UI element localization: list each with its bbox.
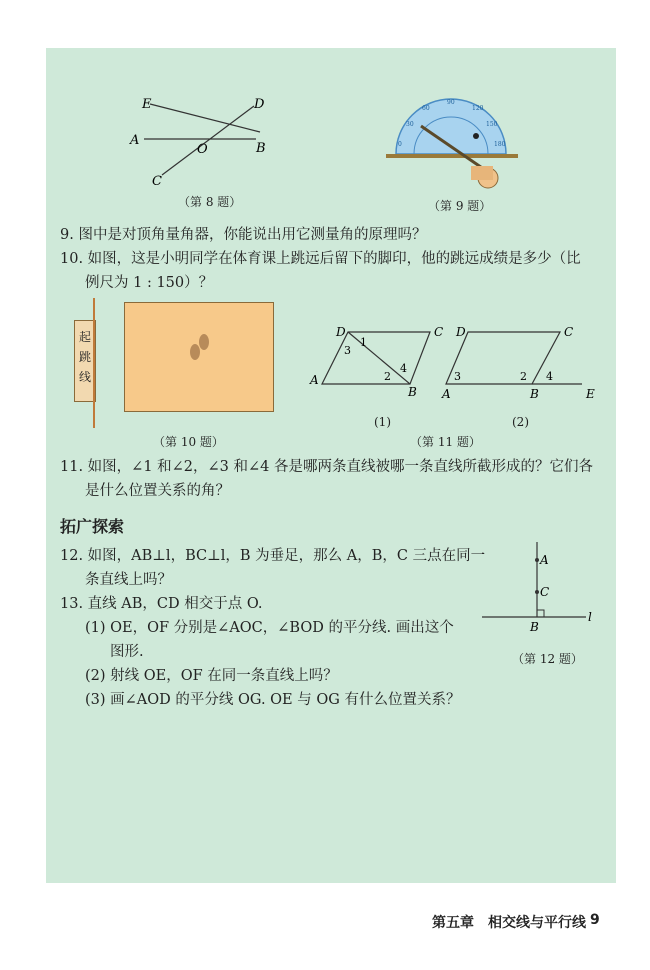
question-11-line-2: 是什么位置关系的角？ — [85, 483, 230, 499]
label-e: E — [142, 97, 152, 112]
question-13-part-1-line-2: 图形. — [110, 644, 144, 660]
question-13: 13. 直线 AB，CD 相交于点 O. — [60, 596, 263, 612]
start-line-marker — [93, 298, 95, 428]
svg-text:150: 150 — [486, 121, 498, 128]
svg-text:C: C — [434, 325, 444, 339]
svg-text:4: 4 — [546, 370, 553, 383]
question-13-part-3: (3) 画∠AOD 的平分线 OG. OE 与 OG 有什么位置关系？ — [85, 692, 461, 708]
svg-text:90: 90 — [447, 99, 455, 106]
question-12-line-1: 12. 如图，AB⊥l，BC⊥l，B 为垂足，那么 A，B，C 三点在同一 — [60, 548, 486, 564]
question-13-part-2: (2) 射线 OE，OF 在同一条直线上吗？ — [85, 668, 338, 684]
label-d: D — [254, 97, 265, 112]
figure-11-caption: （第 11 题） — [410, 435, 481, 449]
start-line-label: 起 跳 线 — [79, 330, 92, 384]
label-b: B — [256, 141, 266, 156]
label-c: C — [152, 174, 162, 189]
svg-text:C: C — [540, 585, 550, 599]
question-10-line-2: 例尺为 1 : 150）？ — [85, 275, 214, 291]
svg-text:B: B — [408, 385, 417, 399]
svg-text:C: C — [564, 325, 574, 339]
section-title: 拓广探索 — [60, 517, 125, 536]
svg-text:A: A — [310, 373, 319, 387]
svg-text:120: 120 — [472, 105, 484, 112]
question-12-line-2: 条直线上吗？ — [85, 572, 172, 588]
svg-text:A: A — [540, 553, 549, 567]
question-11-line-1: 11. 如图，∠1 和∠2，∠3 和∠4 各是哪两条直线被哪一条直线所截形成的？它们各 — [60, 459, 593, 475]
svg-text:2: 2 — [384, 370, 391, 383]
question-10-line-1: 10. 如图，这是小明同学在体育课上跳远后留下的脚印，他的跳远成绩是多少（比 — [60, 251, 581, 267]
svg-text:4: 4 — [400, 362, 407, 375]
figure-8-diagram — [120, 90, 280, 190]
svg-text:1: 1 — [360, 336, 367, 349]
question-9: 9. 图中是对顶角量角器，你能说出用它测量角的原理吗？ — [60, 227, 427, 243]
svg-text:D: D — [456, 325, 466, 339]
question-13-part-1-line-1: (1) OE，OF 分别是∠AOC，∠BOD 的平分线. 画出这个 — [85, 620, 454, 636]
svg-text:3: 3 — [454, 370, 461, 383]
svg-text:B: B — [530, 620, 539, 634]
svg-text:E: E — [586, 387, 595, 401]
figure-11-2-diagram — [432, 322, 602, 412]
figure-11-sub2-caption: (2) — [512, 415, 529, 429]
svg-text:l: l — [588, 610, 592, 624]
page-number: 9 — [590, 912, 600, 928]
svg-text:30: 30 — [406, 121, 414, 128]
svg-text:A: A — [442, 387, 451, 401]
figure-10-caption: （第 10 题） — [153, 435, 224, 449]
chapter-title: 第五章 相交线与平行线 — [432, 915, 586, 931]
svg-text:180: 180 — [494, 141, 506, 148]
svg-text:60: 60 — [422, 105, 430, 112]
svg-text:D: D — [336, 325, 346, 339]
figure-12-diagram — [480, 540, 600, 635]
figure-11-sub1-caption: (1) — [374, 415, 391, 429]
svg-text:B: B — [530, 387, 539, 401]
label-o: O — [197, 142, 208, 157]
svg-text:2: 2 — [520, 370, 527, 383]
figure-8-caption: （第 8 题） — [178, 195, 242, 209]
svg-text:3: 3 — [344, 344, 351, 357]
svg-text:0: 0 — [398, 141, 402, 148]
figure-9-protractor — [376, 84, 526, 194]
figure-9-caption: （第 9 题） — [428, 199, 492, 213]
figure-12-caption: （第 12 题） — [512, 652, 583, 666]
footprint-icon — [185, 330, 215, 364]
label-a: A — [130, 133, 140, 148]
